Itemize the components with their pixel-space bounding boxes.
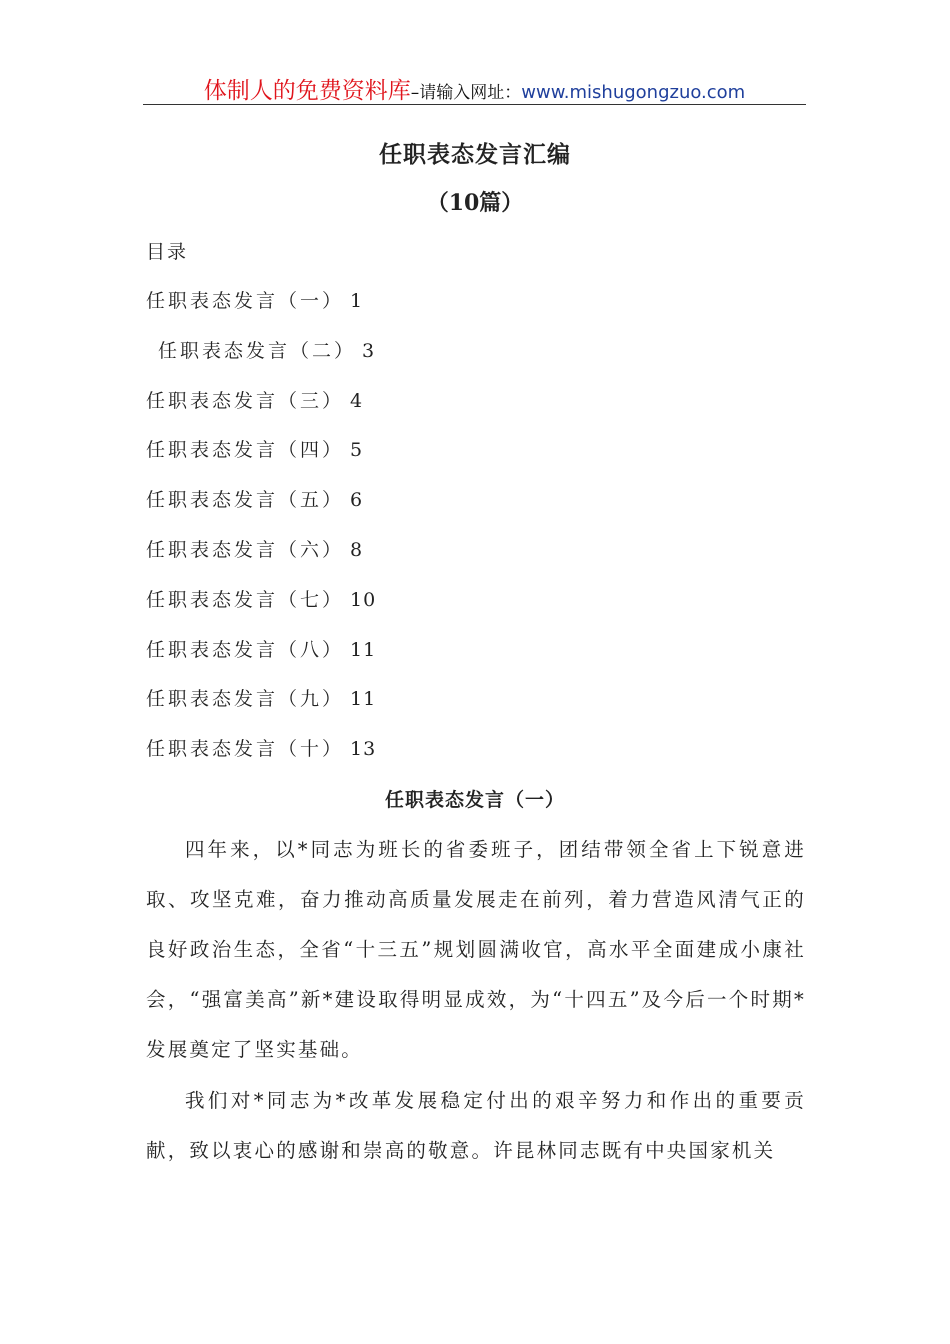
- header-url-link[interactable]: www.mishugongzuo.com: [521, 82, 746, 103]
- document-title: 任职表态发言汇编: [379, 141, 571, 168]
- toc-entry-label: 任职表态发言（二）: [158, 339, 357, 362]
- toc-entry-label: 任职表态发言（四）: [146, 439, 345, 462]
- document-subtitle: （10篇）: [426, 190, 524, 216]
- toc-entry-page: 3: [362, 339, 376, 362]
- toc-entry[interactable]: [146, 734, 376, 784]
- toc-entry-page: 5: [350, 439, 364, 462]
- toc-entry-label: 任职表态发言（六）: [146, 538, 345, 561]
- toc-entry-page: 13: [350, 738, 377, 761]
- toc-entry-label: 任职表态发言（九）: [146, 688, 345, 711]
- toc-entry-label: 任职表态发言（十）: [146, 738, 345, 761]
- header-url-prompt: –请输入网址：: [410, 83, 522, 103]
- header-brand: 体制人的免费资料库: [203, 78, 411, 104]
- toc-entry-page: 8: [350, 538, 364, 561]
- toc-entry[interactable]: [146, 585, 376, 635]
- toc-entry[interactable]: [146, 386, 376, 436]
- toc-entry-label: 任职表态发言（一）: [146, 290, 345, 312]
- toc-entry[interactable]: [146, 485, 376, 535]
- body-paragraph: 我们对*同志为*改革发展稳定付出的艰辛努力和作出的重要贡献，致以衷心的感谢和崇高的敬意。许昆林同志既有中央国家机关: [146, 1089, 806, 1162]
- toc-entry[interactable]: [146, 435, 376, 485]
- body-paragraph: 四年来，以*同志为班长的省委班子，团结带领全省上下锐意进取、攻坚克难，奋力推动高质量发展走在前列，着力营造风清气正的良好政治生态，全省“十三五”规划圆满收官，高水平全面建成小康社会，“强富美高”新*建设取得明显成效，为“十四五”及今后一个时期*发展奠定了坚实基础。: [146, 838, 806, 1061]
- toc-entry-page: 11: [350, 688, 377, 711]
- toc-entry[interactable]: [146, 286, 376, 336]
- page-header: [143, 72, 806, 105]
- toc-heading: 目录: [146, 241, 189, 263]
- toc-entry-page: 10: [350, 588, 377, 611]
- toc-entry-page: 11: [350, 638, 377, 661]
- toc-entry-label: 任职表态发言（五）: [146, 489, 345, 512]
- toc-entry-label: 任职表态发言（七）: [146, 588, 345, 611]
- toc-entry-page: 4: [350, 389, 364, 412]
- toc-entry[interactable]: [146, 684, 376, 734]
- section-title: 任职表态发言（一）: [384, 789, 565, 811]
- toc-entry-page: 6: [350, 489, 364, 512]
- toc-entry-page: 1: [350, 290, 364, 312]
- toc-entry-label: 任职表态发言（三）: [146, 389, 345, 412]
- toc-entry[interactable]: [146, 336, 376, 386]
- toc-entry-label: 任职表态发言（八）: [146, 638, 345, 661]
- toc-entry[interactable]: [146, 535, 376, 585]
- table-of-contents: [146, 286, 376, 784]
- toc-entry[interactable]: [146, 635, 376, 685]
